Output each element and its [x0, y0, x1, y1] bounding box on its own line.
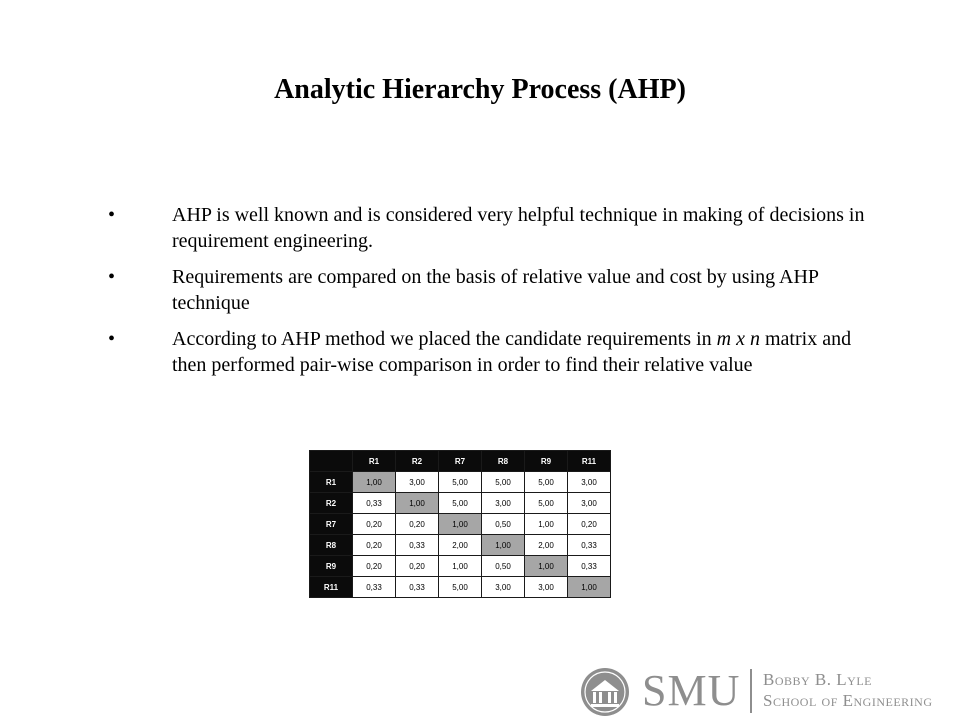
- matrix-row: [310, 556, 611, 577]
- bullet-text: Requirements are compared on the basis of relative value and cost by using AHP technique: [172, 266, 819, 314]
- matrix-diagonal-cell: 1,00: [396, 493, 439, 514]
- matrix-cell: 0,20: [396, 556, 439, 577]
- bullet-item: [108, 264, 888, 316]
- school-name-line-1: Bobby B. Lyle: [763, 670, 872, 689]
- matrix-row-header: R11: [310, 577, 353, 598]
- matrix-cell: 5,00: [439, 577, 482, 598]
- matrix-cell: 0,50: [482, 514, 525, 535]
- matrix-cell: 1,00: [525, 514, 568, 535]
- smu-wordmark: SMU: [642, 666, 741, 715]
- matrix-column-header: R9: [525, 451, 568, 472]
- matrix-cell: 3,00: [482, 493, 525, 514]
- matrix-cell: 0,20: [353, 556, 396, 577]
- matrix-row: [310, 535, 611, 556]
- matrix-cell: 2,00: [525, 535, 568, 556]
- bullet-text-part: matrix and then performed pair-wise comparison in order to find their relative value: [172, 328, 852, 376]
- bullet-marker: •: [108, 204, 116, 226]
- comparison-matrix-table: [309, 450, 611, 598]
- matrix-cell: 0,33: [396, 577, 439, 598]
- matrix-cell: 3,00: [482, 577, 525, 598]
- matrix-cell: 5,00: [525, 493, 568, 514]
- matrix-cell: 0,33: [353, 493, 396, 514]
- matrix-cell: 0,33: [353, 577, 396, 598]
- matrix-diagonal-cell: 1,00: [482, 535, 525, 556]
- smu-seal-icon: [580, 667, 630, 717]
- bullet-text-italic: m x n: [716, 328, 760, 350]
- matrix-cell: 5,00: [439, 472, 482, 493]
- school-name-line-2: School of Engineering: [763, 691, 933, 710]
- matrix-cell: 3,00: [568, 493, 611, 514]
- slide-title: Analytic Hierarchy Process (AHP): [274, 74, 686, 105]
- matrix-cell: 0,33: [568, 535, 611, 556]
- matrix-row: [310, 514, 611, 535]
- matrix-cell: 5,00: [525, 472, 568, 493]
- matrix-row: [310, 493, 611, 514]
- matrix-row-header: R1: [310, 472, 353, 493]
- matrix-column-header: R1: [353, 451, 396, 472]
- matrix-diagonal-cell: 1,00: [353, 472, 396, 493]
- bullet-text: AHP is well known and is considered very helpful technique in making of decisions in requirement engineering.: [172, 204, 865, 252]
- matrix-diagonal-cell: 1,00: [568, 577, 611, 598]
- matrix-column-header: R8: [482, 451, 525, 472]
- bullet-marker: •: [108, 328, 116, 350]
- matrix-cell: 3,00: [396, 472, 439, 493]
- matrix-row: [310, 472, 611, 493]
- school-name: [763, 669, 933, 711]
- bullet-marker: •: [108, 266, 116, 288]
- matrix-column-header: R11: [568, 451, 611, 472]
- matrix-cell: 2,00: [439, 535, 482, 556]
- bullet-text: [172, 328, 851, 376]
- matrix-cell: 5,00: [439, 493, 482, 514]
- matrix-cell: 5,00: [482, 472, 525, 493]
- bullet-item: [108, 202, 888, 254]
- matrix-row-header: R9: [310, 556, 353, 577]
- matrix-corner-cell: [310, 451, 353, 472]
- matrix-cell: 0,20: [396, 514, 439, 535]
- bullet-text-part: According to AHP method we placed the candidate requirements in: [172, 328, 717, 350]
- comparison-matrix: [309, 450, 611, 598]
- matrix-cell: 1,00: [439, 556, 482, 577]
- matrix-cell: 0,50: [482, 556, 525, 577]
- bullet-item: [108, 326, 888, 378]
- matrix-cell: 3,00: [525, 577, 568, 598]
- matrix-cell: 0,20: [353, 535, 396, 556]
- matrix-cell: 0,33: [568, 556, 611, 577]
- matrix-row: [310, 577, 611, 598]
- bullet-list: [108, 202, 888, 388]
- matrix-cell: 3,00: [568, 472, 611, 493]
- matrix-diagonal-cell: 1,00: [439, 514, 482, 535]
- matrix-column-header: R7: [439, 451, 482, 472]
- matrix-column-header: R2: [396, 451, 439, 472]
- matrix-diagonal-cell: 1,00: [525, 556, 568, 577]
- matrix-cell: 0,20: [353, 514, 396, 535]
- matrix-header-row: [310, 451, 611, 472]
- matrix-row-header: R2: [310, 493, 353, 514]
- matrix-row-header: R8: [310, 535, 353, 556]
- smu-logo: [580, 663, 955, 718]
- matrix-row-header: R7: [310, 514, 353, 535]
- logo-divider: [750, 669, 752, 713]
- matrix-cell: 0,33: [396, 535, 439, 556]
- matrix-cell: 0,20: [568, 514, 611, 535]
